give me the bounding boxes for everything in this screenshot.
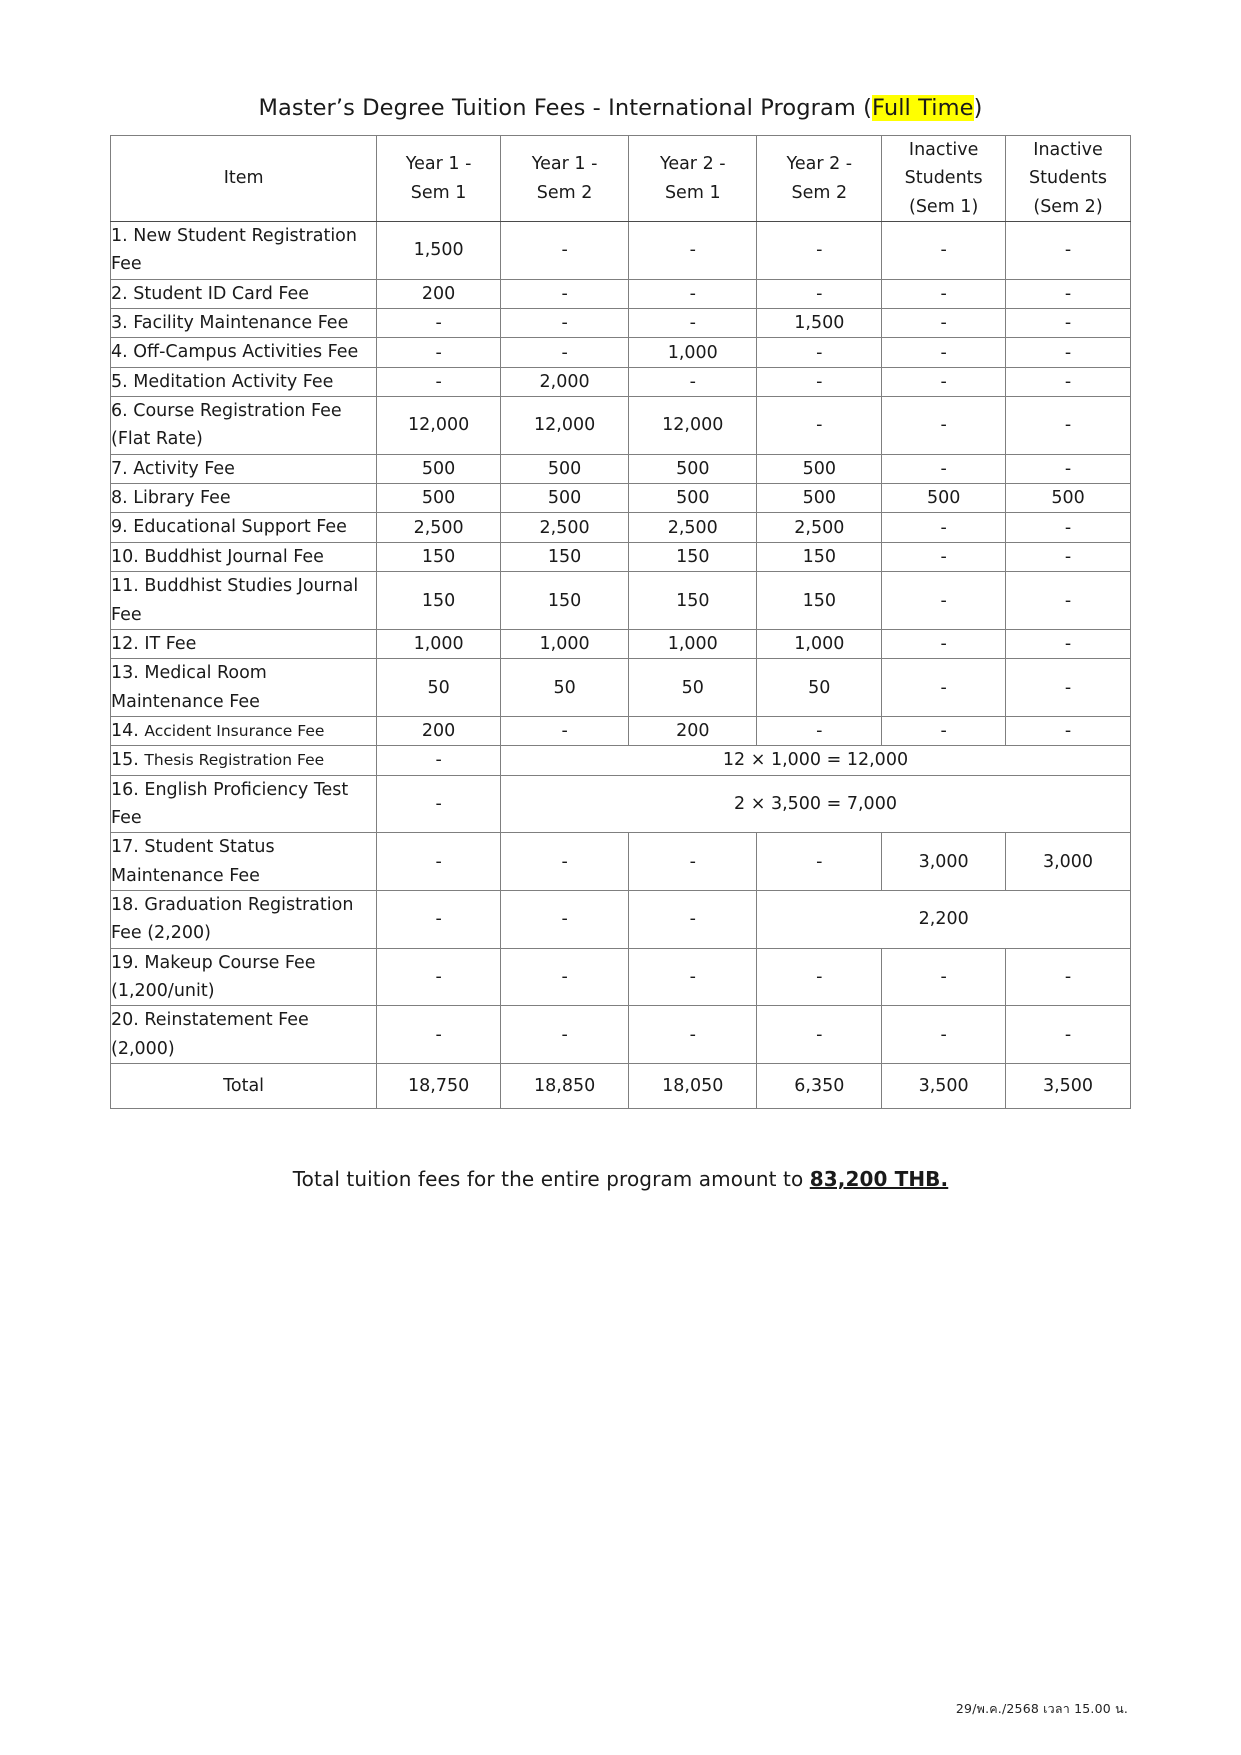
table-row [111,629,1131,658]
row-value: - [757,716,882,745]
row-value: - [1006,367,1131,396]
row-value: 1,000 [757,629,882,658]
row-value: 200 [377,716,501,745]
column-header-y1s2 [501,136,629,222]
row-value: - [377,833,501,891]
column-header-y1s1-line1: Year 1 - [405,154,472,175]
row-value: 1,000 [629,338,757,367]
column-header-y1s1-line2: Sem 1 [410,182,467,203]
row-item-text: Accident Insurance Fee [144,721,325,740]
row-value: - [757,1006,882,1064]
row-value: - [1006,513,1131,542]
table-row [111,572,1131,630]
row-value: 2,500 [501,513,629,542]
total-summary-amount: 83,200 THB. [809,1167,949,1192]
row-item-label: 18. Graduation Registration Fee (2,200) [111,890,377,948]
row-item-label: 8. Library Fee [111,484,377,513]
row-value: - [629,309,757,338]
row-value: - [882,309,1006,338]
total-inactive-sem2: 3,500 [1006,1064,1131,1109]
column-header-y2s2 [757,136,882,222]
row-value: 1,000 [501,629,629,658]
row-value: - [1006,716,1131,745]
row-value: 200 [377,279,501,308]
row-value: - [1006,309,1131,338]
page-title [110,95,1131,121]
row-value: - [501,279,629,308]
tuition-fee-table [110,135,1131,1109]
row-item-label: 4. Off-Campus Activities Fee [111,338,377,367]
column-header-inactive-sem2-line1: Inactive [1033,140,1103,160]
row-value: - [377,948,501,1006]
table-footer [111,1064,1131,1109]
row-value: 500 [501,484,629,513]
row-value: - [501,716,629,745]
row-value: - [1006,454,1131,483]
row-value: 50 [501,659,629,717]
row-value: - [757,397,882,455]
row-value: 2,500 [377,513,501,542]
row-value: 2,500 [629,513,757,542]
row-value: 500 [629,484,757,513]
row-value: - [882,629,1006,658]
total-y2s1: 18,050 [629,1064,757,1109]
row-value: - [882,716,1006,745]
row-value: - [377,1006,501,1064]
column-header-inactive-sem2-line2: Students [1029,168,1108,189]
table-row [111,367,1131,396]
column-header-y1s2-line1: Year 1 - [531,154,598,175]
column-header-y2s1-line2: Sem 1 [664,182,721,203]
row-value: 500 [757,484,882,513]
row-value: - [1006,542,1131,571]
table-body [111,222,1131,1064]
row-item-label: 3. Facility Maintenance Fee [111,309,377,338]
row-value: - [882,397,1006,455]
row-value: - [501,222,629,280]
row-value: - [377,338,501,367]
column-header-inactive-sem1 [882,136,1006,222]
row-value: - [882,338,1006,367]
row-value: - [757,833,882,891]
row-value: - [882,367,1006,396]
row-value: 50 [629,659,757,717]
row-value: 1,500 [377,222,501,280]
row-value: 500 [501,454,629,483]
row-item-label: 1. New Student Registration Fee [111,222,377,280]
column-header-item [111,136,377,222]
row-value: - [501,890,629,948]
row-value: 3,000 [882,833,1006,891]
column-header-y1s2-line2: Sem 2 [536,182,593,203]
table-row [111,716,1131,745]
row-item-label: 6. Course Registration Fee (Flat Rate) [111,397,377,455]
row-value: - [377,309,501,338]
row-value: 150 [629,542,757,571]
row-value: - [1006,279,1131,308]
row-value: 150 [501,572,629,630]
row-value: - [882,659,1006,717]
column-header-inactive-sem1-line3: (Sem 1) [909,196,979,217]
row-value: - [501,948,629,1006]
row-value: - [377,746,501,775]
column-header-y2s2-line1: Year 2 - [786,154,853,175]
row-value: - [377,367,501,396]
row-value: - [501,338,629,367]
row-value: 500 [882,484,1006,513]
row-value: - [377,890,501,948]
row-item-label: 19. Makeup Course Fee (1,200/unit) [111,948,377,1006]
column-header-inactive-sem2 [1006,136,1131,222]
table-row [111,338,1131,367]
row-item-number: 15. [111,750,145,771]
row-value: - [629,1006,757,1064]
page-title-highlight: Full Time [872,95,974,121]
row-item-label: 16. English Proficiency Test Fee [111,775,377,833]
row-value: 150 [629,572,757,630]
row-value: 12,000 [377,397,501,455]
row-value: 50 [377,659,501,717]
row-value: 150 [757,542,882,571]
row-value: - [882,1006,1006,1064]
table-row [111,279,1131,308]
row-value: - [882,279,1006,308]
column-header-inactive-sem1-line2: Students [904,168,983,189]
total-summary-note [110,1167,1131,1191]
row-item-label [111,716,377,745]
table-row [111,309,1131,338]
row-value: 150 [757,572,882,630]
table-row [111,484,1131,513]
row-value: - [882,572,1006,630]
table-row [111,948,1131,1006]
total-y1s1: 18,750 [377,1064,501,1109]
column-header-y2s2-line2: Sem 2 [791,182,848,203]
table-row [111,513,1131,542]
total-label: Total [111,1064,377,1109]
row-value: - [882,513,1006,542]
row-value: - [882,454,1006,483]
table-row [111,397,1131,455]
row-value: - [501,309,629,338]
row-value: - [629,367,757,396]
row-value: - [1006,397,1131,455]
column-header-y2s1-line1: Year 2 - [659,154,726,175]
row-value: 50 [757,659,882,717]
row-value: - [629,279,757,308]
row-value: - [1006,948,1131,1006]
table-row [111,542,1131,571]
row-item-label: 7. Activity Fee [111,454,377,483]
total-y1s2: 18,850 [501,1064,629,1109]
row-value: 12,000 [629,397,757,455]
row-value: - [629,948,757,1006]
row-value: - [757,367,882,396]
table-row [111,1006,1131,1064]
row-value: 12,000 [501,397,629,455]
row-value: - [1006,629,1131,658]
row-value: - [501,1006,629,1064]
total-inactive-sem1: 3,500 [882,1064,1006,1109]
row-value: - [757,338,882,367]
row-value: 1,500 [757,309,882,338]
page-title-suffix: ) [973,95,983,121]
column-header-item-label: Item [223,168,264,189]
row-value: - [629,890,757,948]
row-item-number: 14. [111,720,145,741]
row-value: 150 [377,542,501,571]
row-value: 500 [629,454,757,483]
table-row [111,659,1131,717]
row-value: 2,500 [757,513,882,542]
table-row [111,222,1131,280]
row-value: - [1006,222,1131,280]
row-value: - [1006,338,1131,367]
row-item-label: 13. Medical Room Maintenance Fee [111,659,377,717]
table-total-row [111,1064,1131,1109]
row-value: 500 [377,484,501,513]
total-summary-text: Total tuition fees for the entire program amount to [292,1167,810,1192]
row-item-label: 10. Buddhist Journal Fee [111,542,377,571]
column-header-y2s1 [629,136,757,222]
row-item-label: 17. Student Status Maintenance Fee [111,833,377,891]
row-value: - [1006,659,1131,717]
total-y2s2: 6,350 [757,1064,882,1109]
row-value: - [1006,1006,1131,1064]
row-value: - [882,542,1006,571]
column-header-inactive-sem2-line3: (Sem 2) [1033,196,1103,217]
row-value: 3,000 [1006,833,1131,891]
row-item-label: 5. Meditation Activity Fee [111,367,377,396]
row-value: - [882,948,1006,1006]
row-item-label [111,746,377,775]
row-value: - [882,222,1006,280]
row-item-label: 20. Reinstatement Fee (2,000) [111,1006,377,1064]
page-timestamp: 29/พ.ค./2568 เวลา 15.00 น. [955,1701,1128,1716]
column-header-inactive-sem1-line1: Inactive [908,140,979,160]
row-item-label: 12. IT Fee [111,629,377,658]
row-value: - [629,833,757,891]
row-value: - [377,775,501,833]
table-row [111,890,1131,948]
row-item-label: 9. Educational Support Fee [111,513,377,542]
table-row [111,833,1131,891]
table-row [111,454,1131,483]
table-header [111,136,1131,222]
row-value-merged: 2,200 [757,890,1131,948]
row-value: - [757,279,882,308]
table-row [111,746,1131,775]
row-value: - [501,833,629,891]
row-item-text: Thesis Registration Fee [144,751,325,770]
row-value: 2,000 [501,367,629,396]
row-value: 150 [377,572,501,630]
row-value: 500 [377,454,501,483]
page-title-prefix: Master’s Degree Tuition Fees - International Program ( [258,95,873,121]
row-value-merged: 2 × 3,500 = 7,000 [501,775,1131,833]
row-value-merged: 12 × 1,000 = 12,000 [501,746,1131,775]
row-value: 500 [757,454,882,483]
row-value: 500 [1006,484,1131,513]
row-value: 1,000 [629,629,757,658]
row-value: 150 [501,542,629,571]
row-value: - [629,222,757,280]
row-value: - [1006,572,1131,630]
row-value: 200 [629,716,757,745]
column-header-y1s1 [377,136,501,222]
row-item-label: 2. Student ID Card Fee [111,279,377,308]
row-value: 1,000 [377,629,501,658]
row-value: - [757,948,882,1006]
row-item-label: 11. Buddhist Studies Journal Fee [111,572,377,630]
row-value: - [757,222,882,280]
table-header-row [111,136,1131,222]
table-row [111,775,1131,833]
